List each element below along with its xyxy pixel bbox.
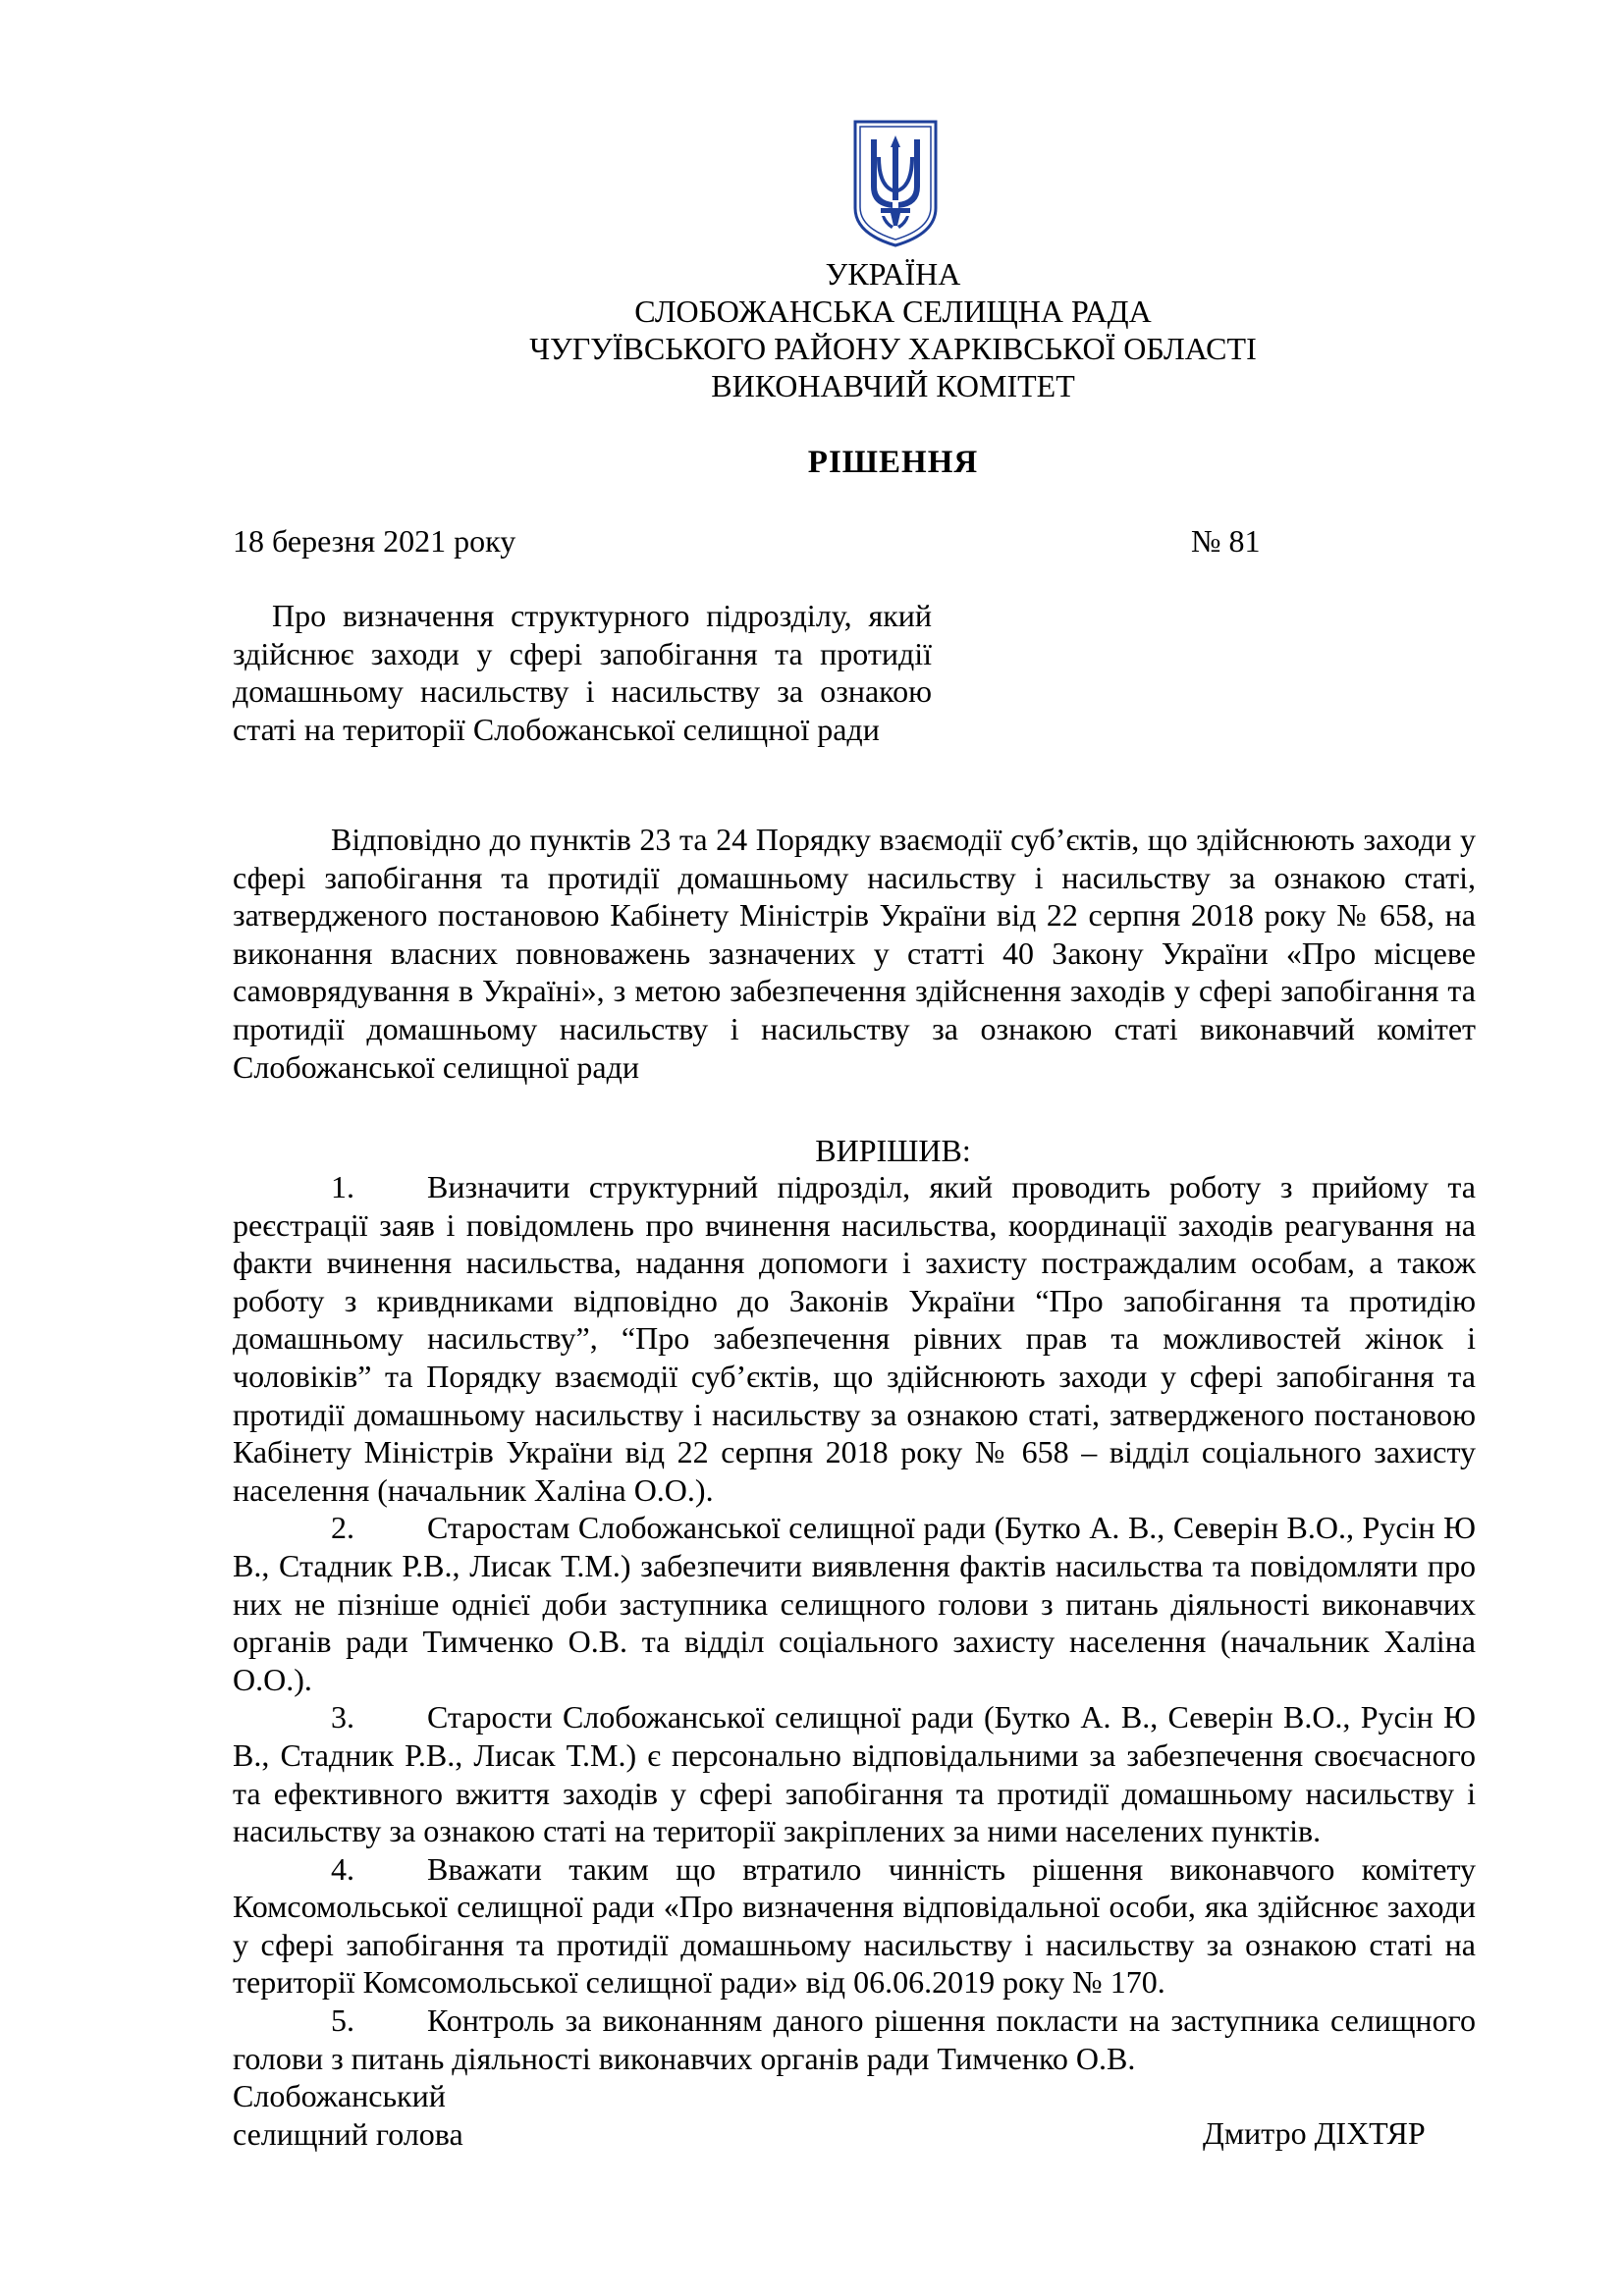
ukraine-trident-emblem-icon [851,118,940,249]
header-council: СЛОБОЖАНСЬКА СЕЛИЩНА РАДА [634,294,1152,329]
signatory-position-line1: Слобожанський [233,2078,446,2113]
document-date: 18 березня 2021 року [233,523,516,559]
signatory-position [233,2077,463,2153]
signatory-position-line2: селищний голова [233,2115,463,2152]
document-type-title: РІШЕННЯ [807,445,979,480]
decision-item [233,1850,1476,2002]
decision-item-text: Контроль за виконанням даного рішення покласти на заступника селищного голови з питань діяльності виконавчих органів ради Тимченко О.В. [233,2002,1476,2076]
decision-item-number: 3. [331,1699,354,1735]
decision-item-number: 5. [331,2002,354,2039]
decision-item-number: 1. [331,1169,354,1204]
preamble-paragraph: Відповідно до пунктів 23 та 24 Порядку взаємодії суб’єктів, що здійснюють заходи у сфері запобігання та протидії домашньому насильству і насильству за ознакою статі, затвердженого постановою Кабінету Міністрів України від 22 серпня 2018 року № 658, на виконання власних повноважень зазначених у статті 40 Закону України «Про місцеве самоврядування в Україні», з метою забезпечення здійснення заходів у сфері запобігання та протидії домашньому насильству і насильству за ознакою статі виконавчий комітет Слобожанської селищної ради [233,822,1476,1085]
decision-items-list [233,1168,1476,2077]
decision-item-text: Визначити структурний підрозділ, який проводить роботу з прийому та реєстрації заяв і повідомлень про вчинення насильства, координації заходів реагування на факти вчинення насильства, надання допомоги і захисту постраждалим особам, а також роботу з кривдниками відповідно до Законів України “Про запобігання та протидію домашньому насильству”, “Про забезпечення рівних прав та можливостей жінок і чоловіків” та Порядку взаємодії суб’єктів, що здійснюють заходи у сфері запобігання та протидії домашньому насильству і насильству за ознакою статі, затвердженого постановою Кабінету Міністрів України від 22 серпня 2018 року № 658 – відділ соціального захисту населення (начальник Халіна О.О.). [233,1169,1476,1508]
header-district: ЧУГУЇВСЬКОГО РАЙОНУ ХАРКІВСЬКОЇ ОБЛАСТІ [529,331,1257,366]
document-subject: Про визначення структурного підрозділу, який здійснює заходи у сфері запобігання та протидії домашньому насильству і насильству за ознакою статі на території Слобожанської селищної ради [233,598,932,747]
decision-item-number: 2. [331,1510,354,1546]
decision-item-text: Старости Слобожанської селищної ради (Бутко А. В., Северін В.О., Русін Ю В., Стадник Р.В., Лисак Т.М.) є персонально відповідальними за забезпечення своєчасного та ефективного вжиття заходів у сфері запобігання та протидії домашньому насильству і насильству за ознакою статі на території закріплених за ними населених пунктів. [233,1699,1476,1849]
decision-item [233,2002,1476,2077]
decision-item [233,1698,1476,1849]
document-number: № 81 [1191,523,1261,559]
decision-item-text: Старостам Слобожанської селищної ради (Бутко А. В., Северін В.О., Русін Ю В., Стадник Р.В., Лисак Т.М.) забезпечити виявлення фактів насильства та повідомляти про них не пізніше однієї доби заступника селищного голови з питань діяльності виконавчих органів ради Тимченко О.В. та відділ соціального захисту населення (начальник Халіна О.О.). [233,1510,1476,1697]
decision-item-text: Вважати таким що втратило чинність рішення виконавчого комітету Комсомольської селищної ради «Про визначення відповідальної особи, яка здійснює заходи у сфері запобігання та протидії домашньому насильству і насильству за ознакою статі на території Комсомольської селищної ради» від 06.06.2019 року № 170. [233,1850,1476,2001]
decision-item [233,1509,1476,1698]
resolve-heading: ВИРІШИВ: [815,1133,971,1168]
signatory-name: Дмитро ДІХТЯР [1203,2115,1426,2151]
decision-item [233,1168,1476,1509]
header-executive-committee: ВИКОНАВЧИЙ КОМІТЕТ [711,368,1075,403]
authority-header [321,255,1465,404]
decision-item-number: 4. [331,1850,354,1887]
header-country: УКРАЇНА [825,256,961,292]
